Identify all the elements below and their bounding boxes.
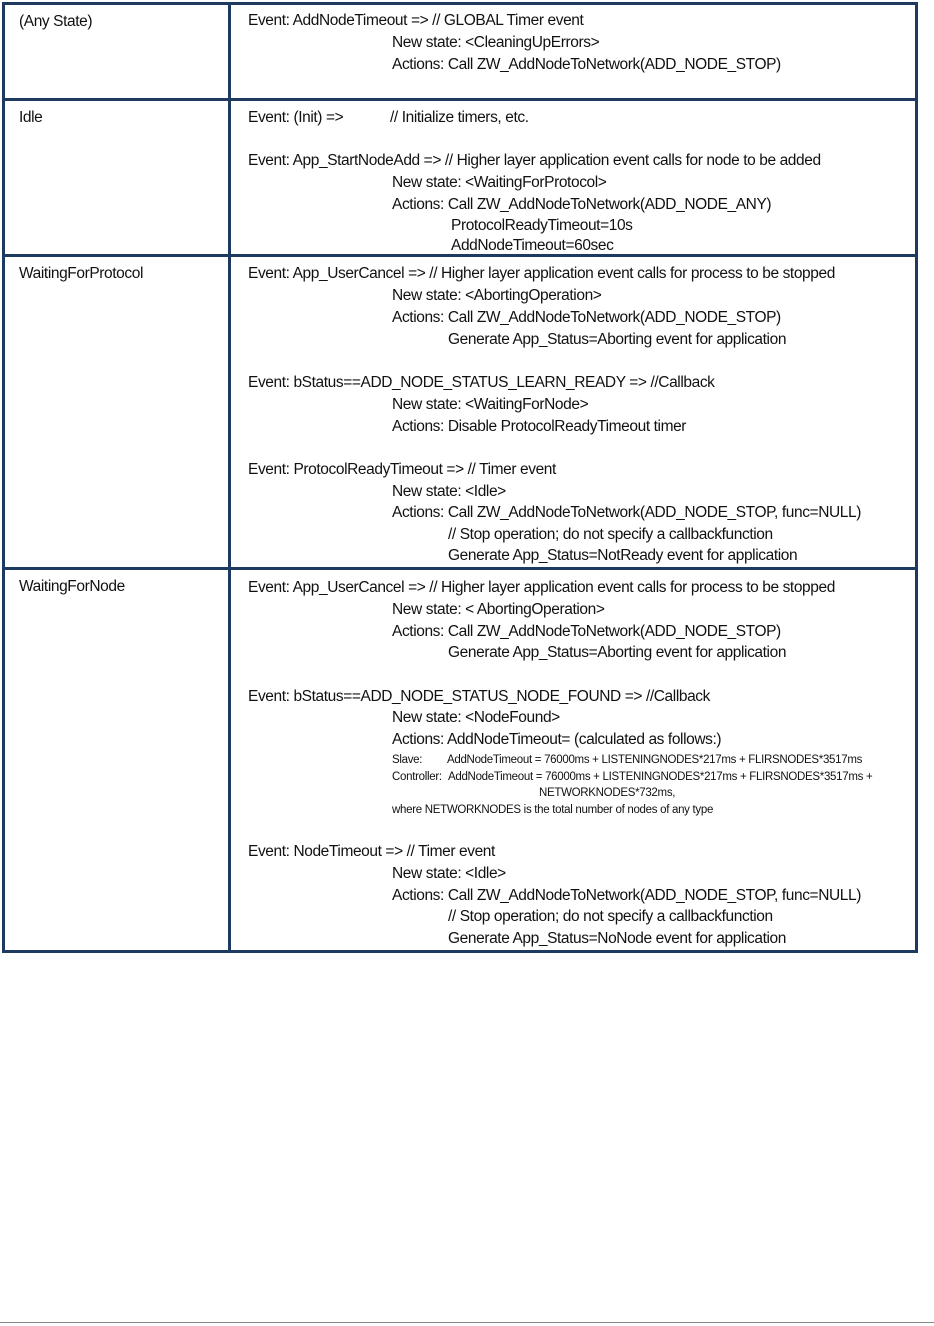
event-line: Event: NodeTimeout => // Timer event <box>248 843 495 860</box>
new-state-line: New state: <AbortingOperation> <box>392 287 602 304</box>
transition-cell <box>234 5 915 98</box>
table-row <box>5 101 915 257</box>
actions-line: Actions: AddNodeTimeout= (calculated as follows:) <box>392 731 722 748</box>
transition-cell <box>234 101 915 254</box>
state-label: WaitingForProtocol <box>19 265 144 282</box>
table-row <box>5 257 915 570</box>
event-line: Event: bStatus==ADD_NODE_STATUS_LEARN_READY => //Callback <box>248 374 715 391</box>
formula-note: where NETWORKNODES is the total number of nodes of any type <box>392 804 714 816</box>
actions-line: Generate App_Status=NoNode event for application <box>448 930 786 947</box>
actions-line: Generate App_Status=NotReady event for application <box>448 547 798 564</box>
actions-line: Actions: Call ZW_AddNodeToNetwork(ADD_NODE_STOP, func=NULL) <box>392 887 862 904</box>
actions-line: AddNodeTimeout=60sec <box>451 237 614 254</box>
state-label: (Any State) <box>19 13 93 30</box>
event-line: Event: App_StartNodeAdd => // Higher layer application event calls for node to be added <box>248 152 821 169</box>
new-state-line: New state: <WaitingForProtocol> <box>392 174 607 191</box>
formula-line: AddNodeTimeout = 76000ms + LISTENINGNODES*217ms + FLIRSNODES*3517ms <box>447 754 863 766</box>
actions-line: Generate App_Status=Aborting event for application <box>448 644 787 661</box>
state-cell <box>5 5 231 98</box>
state-cell <box>5 101 231 254</box>
new-state-line: New state: < AbortingOperation> <box>392 601 605 618</box>
page-footer-rule <box>0 1322 934 1323</box>
transition-cell <box>234 570 915 950</box>
actions-line: Actions: Call ZW_AddNodeToNetwork(ADD_NODE_STOP) <box>392 56 781 73</box>
table-row <box>5 570 915 950</box>
actions-line: Actions: Call ZW_AddNodeToNetwork(ADD_NODE_STOP, func=NULL) <box>392 504 862 521</box>
state-label: WaitingForNode <box>19 578 125 595</box>
formula-line: AddNodeTimeout = 76000ms + LISTENINGNODES*217ms + FLIRSNODES*3517ms + <box>448 771 873 783</box>
formula-label: Controller: <box>392 771 442 783</box>
new-state-line: New state: <NodeFound> <box>392 709 560 726</box>
event-line: Event: App_UserCancel => // Higher layer application event calls for process to be stopped <box>248 579 835 596</box>
formula-line: NETWORKNODES*732ms, <box>539 787 676 799</box>
state-table <box>2 2 918 953</box>
event-line: Event: (Init) => <box>248 109 344 126</box>
new-state-line: New state: <Idle> <box>392 483 506 500</box>
state-label: Idle <box>19 109 43 126</box>
actions-line: Actions: Call ZW_AddNodeToNetwork(ADD_NODE_STOP) <box>392 309 781 326</box>
new-state-line: New state: <WaitingForNode> <box>392 396 589 413</box>
table-row <box>5 5 915 101</box>
comment-line: // Stop operation; do not specify a callbackfunction <box>448 908 773 925</box>
formula-label: Slave: <box>392 754 423 766</box>
event-line: Event: ProtocolReadyTimeout => // Timer event <box>248 461 556 478</box>
event-line: Event: bStatus==ADD_NODE_STATUS_NODE_FOUND => //Callback <box>248 688 711 705</box>
actions-line: Actions: Disable ProtocolReadyTimeout timer <box>392 418 687 435</box>
event-line: Event: App_UserCancel => // Higher layer application event calls for process to be stopped <box>248 265 835 282</box>
new-state-line: New state: <Idle> <box>392 865 506 882</box>
actions-line: Actions: Call ZW_AddNodeToNetwork(ADD_NODE_STOP) <box>392 623 781 640</box>
state-cell <box>5 570 231 950</box>
actions-line: Actions: Call ZW_AddNodeToNetwork(ADD_NODE_ANY) <box>392 196 772 213</box>
transition-cell <box>234 257 915 567</box>
state-cell <box>5 257 231 567</box>
new-state-line: New state: <CleaningUpErrors> <box>392 34 600 51</box>
comment-line: // Stop operation; do not specify a callbackfunction <box>448 526 773 543</box>
comment-line: // Initialize timers, etc. <box>390 109 529 126</box>
actions-line: ProtocolReadyTimeout=10s <box>451 217 633 234</box>
actions-line: Generate App_Status=Aborting event for application <box>448 331 787 348</box>
event-line: Event: AddNodeTimeout => // GLOBAL Timer event <box>248 12 584 29</box>
